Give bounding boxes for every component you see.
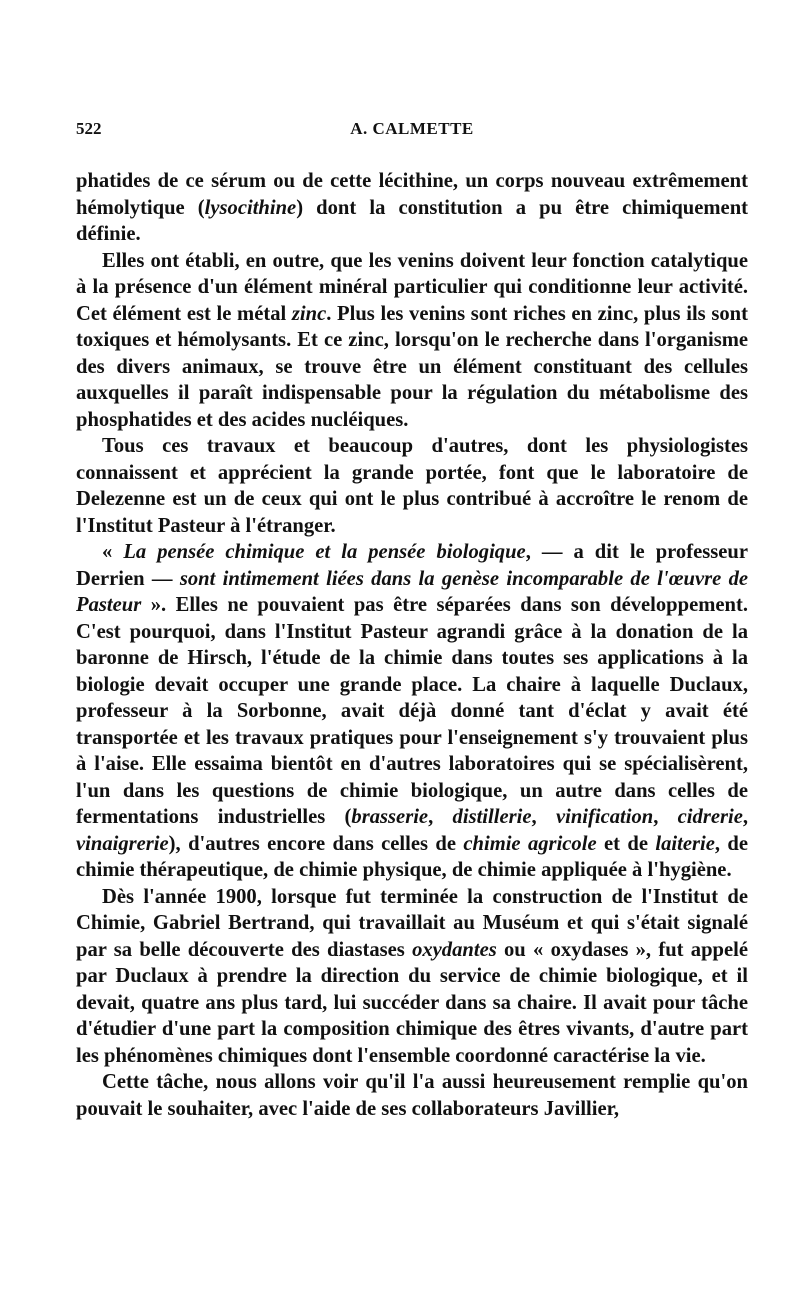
text-run: « — [102, 541, 124, 563]
text-run: et de — [596, 832, 656, 855]
italic-text: sont intimement liées dans la genèse incomparable de l'œuvre de Pasteur — [76, 567, 749, 616]
paragraph — [76, 539, 748, 884]
italic-text: vinaigrerie — [76, 832, 169, 855]
text-run: , — [653, 806, 678, 828]
text-run: Tous ces travaux et beaucoup d'autres, dont les physiologistes connaissent et apprécient la grande portée, font que le laboratoire de Delezenne est un de ceux qui ont le plus contribué à accroître le renom de l'Institut Pasteur à l'étranger. — [76, 435, 748, 537]
italic-text: cidrerie — [677, 806, 743, 828]
paragraph — [76, 884, 748, 1070]
italic-text: lysocithine — [204, 196, 297, 219]
italic-text: zinc — [291, 302, 327, 325]
italic-text: distillerie — [452, 806, 532, 828]
text-run: ) dont la constitution a pu être chimiquement définie. — [76, 196, 749, 245]
text-run: phatides de ce sérum ou de cette lécithine, un corps nouveau extrêmement hémolytique ( — [76, 170, 748, 219]
text-run: ». Elles ne pouvaient pas être séparées dans son développement. C'est pourquoi, dans l'Institut Pasteur agrandi grâce à la donation de la baronne de Hirsch, l'étude de la chimie dans toutes ses applications à la biologie devait occuper une grande place. La chaire à laquelle Duclaux, professeur à la Sorbonne, avait déjà donné tant d'éclat y avait été transportée et les travaux pratiques pour l'enseignement s'y trouvaient plus à l'aise. Elle essaima bientôt en d'autres laboratoires qui se spécialisèrent, l'un dans les questions de chimie biologique, un autre dans celles de fermentations industrielles ( — [76, 594, 748, 828]
text-run: , — [742, 806, 749, 828]
page-number: 522 — [76, 119, 102, 138]
paragraph — [76, 168, 748, 248]
italic-text: chimie agricole — [463, 832, 597, 855]
running-head: A. CALMETTE — [350, 119, 474, 138]
text-run: , — a dit le professeur Derrien — — [76, 541, 748, 590]
body-text — [76, 168, 748, 1122]
paragraph — [76, 248, 748, 434]
text-run: ou « oxydases », fut appelé par Duclaux à prendre la direction du service de chimie biologique, et il devait, quatre ans plus tard, lui succéder dans sa chaire. Il avait pour tâche d'étudier d'une part la composition chimique des êtres vivants, d'autre part les phénomènes chimiques dont l'ensemble coordonné caractérise la vie. — [76, 938, 748, 1067]
italic-text: laiterie — [655, 832, 715, 855]
paragraph — [76, 1069, 748, 1122]
text-run: Dès l'année 1900, lorsque fut terminée la construction de l'Institut de Chimie, Gabriel Bertrand, qui travaillait au Muséum et qui s'était signalé par sa belle découverte des diastases — [76, 885, 748, 961]
paragraph — [76, 433, 748, 539]
text-run: Cette tâche, nous allons voir qu'il l'a aussi heureusement remplie qu'on pouvait le souhaiter, avec l'aide de ses collaborateurs Javillier, — [76, 1071, 748, 1120]
italic-text: La pensée chimique et la pensée biologique — [123, 541, 526, 563]
text-run: , de chimie thérapeutique, de chimie physique, de chimie appliquée à l'hygiène. — [76, 832, 748, 881]
text-run: , — [428, 806, 453, 828]
italic-text: brasserie — [351, 806, 429, 828]
page-header — [76, 119, 748, 143]
italic-text: oxydantes — [412, 938, 497, 961]
text-run: Elles ont établi, en outre, que les venins doivent leur fonction catalytique à la présence d'un élément minéral particulier qui conditionne leur activité. Cet élément est le métal — [76, 249, 748, 325]
italic-text: vinification — [555, 806, 654, 828]
text-run: , — [531, 806, 556, 828]
text-run: ), d'autres encore dans celles de — [168, 832, 464, 855]
text-run: . Plus les venins sont riches en zinc, plus ils sont toxiques et hémolysants. Et ce zinc, lorsqu'on le recherche dans l'organisme des divers animaux, se trouve être un élément constituant des cellules auxquelles il paraît indispensable pour la régulation du métabolisme des phosphatides et des acides nucléiques. — [76, 302, 748, 431]
